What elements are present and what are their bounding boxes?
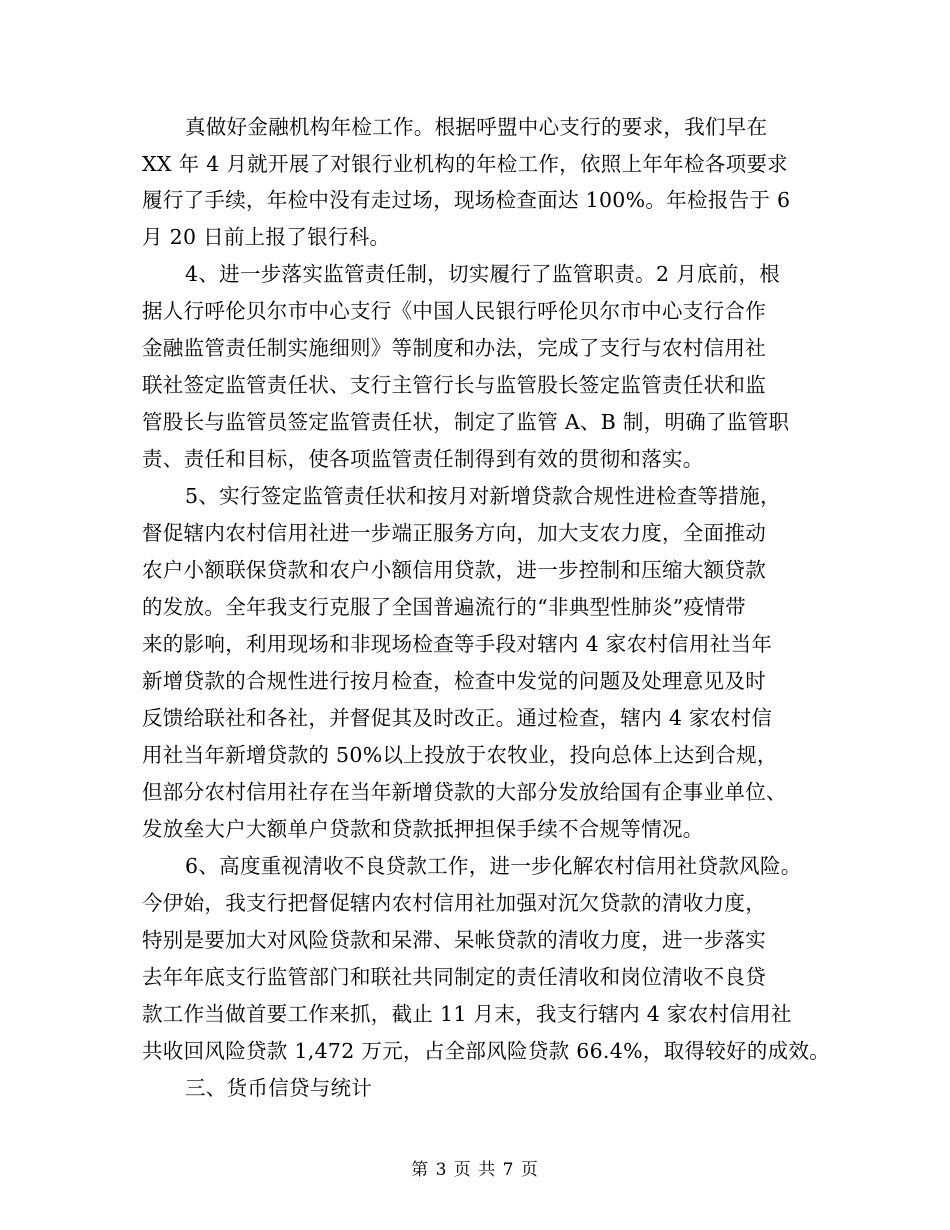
text-line: 的发放。全年我支行克服了全国普遍流行的“非典型性肺炎”疫情带 <box>142 595 746 619</box>
text-line: 去年年底支行监管部门和联社共同制定的责任清收和岗位清收不良贷 <box>142 965 766 989</box>
text-line: 今伊始，我支行把督促辖内农村信用社加强对沉欠贷款的清收力度， <box>142 891 766 915</box>
text-line: 管股长与监管员签定监管责任状，制定了监管 A、B 制，明确了监管职 <box>142 410 790 434</box>
text-line: 发放垒大户大额单户贷款和贷款抵押担保手续不合规等情况。 <box>142 817 704 841</box>
text-line: 款工作当做首要工作来抓，截止 11 月末，我支行辖内 4 家农村信用社 <box>142 1002 792 1026</box>
text-line: 督促辖内农村信用社进一步端正服务方向，加大支农力度，全面推动 <box>142 521 766 545</box>
text-line: 责、责任和目标，使各项监管责任制得到有效的贯彻和落实。 <box>142 447 704 471</box>
text-line: 新增贷款的合规性进行按月检查，检查中发觉的问题及处理意见及时 <box>142 669 766 693</box>
text-line: 履行了手续，年检中没有走过场，现场检查面达 100%。年检报告于 6 <box>142 188 791 212</box>
text-line: 真做好金融机构年检工作。根据呼盟中心支行的要求，我们早在 <box>185 115 768 139</box>
text-line: XX 年 4 月就开展了对银行业机构的年检工作，依照上年年检各项要求 <box>142 152 788 176</box>
text-line: 来的影响，利用现场和非现场检查等手段对辖内 4 家农村信用社当年 <box>142 632 773 656</box>
text-line: 特别是要加大对风险贷款和呆滞、呆帐贷款的清收力度，进一步落实 <box>142 928 766 952</box>
page-footer: 第 3 页 共 7 页 <box>411 1160 539 1180</box>
text-line: 农户小额联保贷款和农户小额信用贷款，进一步控制和压缩大额贷款 <box>142 558 766 582</box>
text-line: 但部分农村信用社存在当年新增贷款的大部分发放给国有企事业单位、 <box>142 780 787 804</box>
text-line: 据人行呼伦贝尔市中心支行《中国人民银行呼伦贝尔市中心支行合作 <box>142 299 766 323</box>
text-line: 共收回风险贷款 1,472 万元，占全部风险贷款 66.4%，取得较好的成效。 <box>142 1039 831 1063</box>
text-line: 5、实行签定监管责任状和按月对新增贷款合规性进检查等措施， <box>185 484 781 508</box>
text-line: 6、高度重视清收不良贷款工作，进一步化解农村信用社贷款风险。 <box>185 854 802 878</box>
text-line: 4、进一步落实监管责任制，切实履行了监管职责。2 月底前，根 <box>185 262 781 286</box>
section-heading: 三、货币信贷与统计 <box>185 1076 373 1100</box>
text-line: 月 20 日前上报了银行科。 <box>142 225 391 249</box>
text-line: 联社签定监管责任状、支行主管行长与监管股长签定监管责任状和监 <box>142 373 766 397</box>
text-line: 用社当年新增贷款的 50%以上投放于农牧业，投向总体上达到合规， <box>142 743 778 767</box>
text-line: 反馈给联社和各社，并督促其及时改正。通过检查，辖内 4 家农村信 <box>142 706 773 730</box>
text-line: 金融监管责任制实施细则》等制度和办法，完成了支行与农村信用社 <box>142 336 766 360</box>
